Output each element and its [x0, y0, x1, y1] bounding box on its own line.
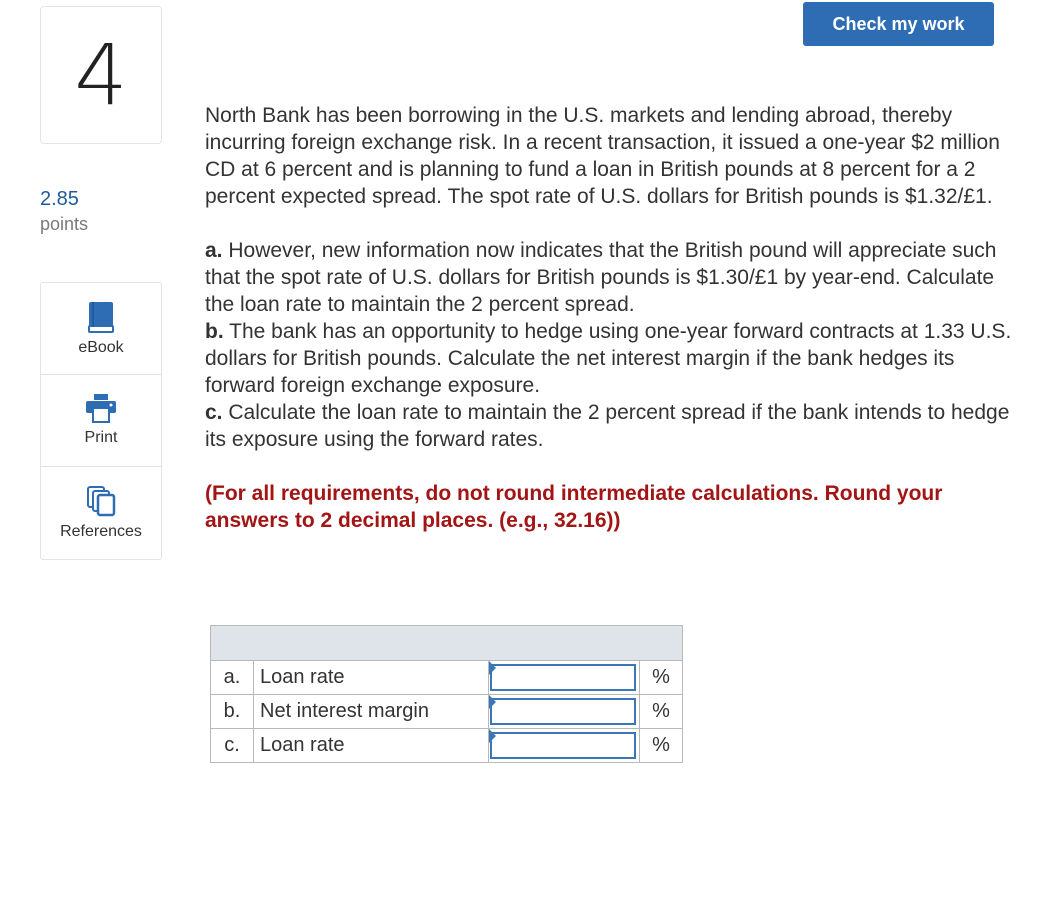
table-header-cell [211, 626, 683, 661]
rounding-instruction: (For all requirements, do not round intermediate calculations. Round your answers to 2 decimal places. (e.g., 32.16)) [205, 482, 943, 532]
part-a-letter: a. [205, 239, 223, 262]
problem-intro: North Bank has been borrowing in the U.S. markets and lending abroad, thereby incurring foreign exchange risk. In a recent transaction, it issued a one-year $2 million CD at 6 percent and is planning to fund a loan in British pounds at 8 percent for a 2 percent expected spread. The spot rate of U.S. dollars for British pounds is $1.32/£1. [205, 104, 1000, 208]
paragraph-spacer [205, 210, 1015, 237]
input-marker-icon [489, 661, 496, 675]
part-b [205, 318, 1015, 399]
table-header-row [211, 626, 683, 661]
points-block [40, 186, 88, 236]
row-letter: c. [211, 729, 254, 763]
row-label: Loan rate [254, 729, 489, 763]
row-unit: % [640, 695, 683, 729]
references-label: References [60, 523, 142, 540]
question-number: 4 [74, 26, 128, 124]
question-number-card [40, 6, 162, 144]
row-unit: % [640, 661, 683, 695]
row-letter: b. [211, 695, 254, 729]
row-label: Loan rate [254, 661, 489, 695]
part-a-text: However, new information now indicates that the British pound will appreciate such that the spot rate of U.S. dollars for British pounds is $1.30/£1 by year-end. Calculate the loan rate to maintain the 2 percent spread. [205, 239, 997, 316]
check-my-work-button[interactable]: Check my work [803, 2, 994, 46]
input-marker-icon [489, 695, 496, 709]
answer-cell [489, 695, 640, 729]
table-row [211, 729, 683, 763]
loan-rate-c-input[interactable] [490, 732, 636, 759]
answer-table [210, 625, 683, 763]
table-row [211, 661, 683, 695]
part-a [205, 237, 1015, 318]
row-unit: % [640, 729, 683, 763]
paragraph-spacer [205, 453, 1015, 480]
input-marker-icon [489, 729, 496, 743]
part-c [205, 399, 1015, 453]
part-b-text: The bank has an opportunity to hedge using one-year forward contracts at 1.33 U.S. dollars for British pounds. Calculate the net interest margin if the bank hedges its forward foreign exchange exposure. [205, 320, 1012, 397]
table-row [211, 695, 683, 729]
part-c-text: Calculate the loan rate to maintain the 2 percent spread if the bank intends to hedge its exposure using the forward rates. [205, 401, 1010, 451]
tools-panel [40, 282, 162, 560]
print-button[interactable] [41, 375, 161, 467]
loan-rate-a-input[interactable] [490, 664, 636, 691]
row-letter: a. [211, 661, 254, 695]
book-icon [87, 301, 115, 333]
points-value: 2.85 [40, 188, 79, 210]
copy-icon [86, 485, 116, 517]
ebook-label: eBook [78, 339, 124, 356]
part-c-letter: c. [205, 401, 223, 424]
print-label: Print [84, 429, 118, 446]
ebook-button[interactable] [41, 283, 161, 375]
row-label: Net interest margin [254, 695, 489, 729]
points-label: points [40, 214, 89, 234]
answer-cell [489, 661, 640, 695]
part-b-letter: b. [205, 320, 224, 343]
problem-content [205, 102, 1015, 534]
answer-cell [489, 729, 640, 763]
references-button[interactable] [41, 467, 161, 559]
net-interest-margin-input[interactable] [490, 698, 636, 725]
printer-icon [85, 393, 117, 423]
